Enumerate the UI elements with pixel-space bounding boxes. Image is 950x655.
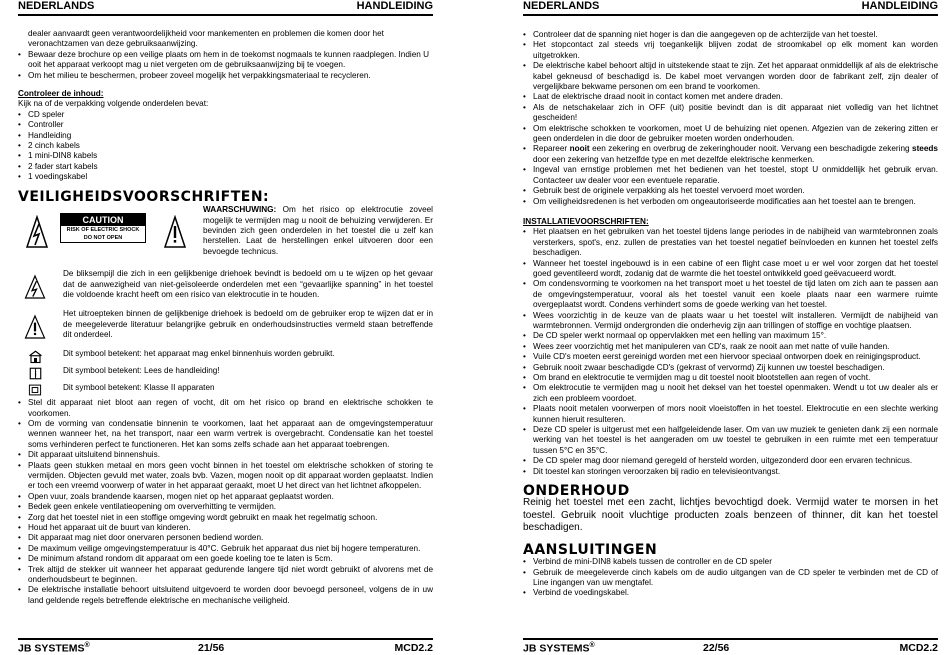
list-item: • Gebruik de meegeleverde cinch kabels om de audio uitgangen van de CD speler te verbinden met de CD of Line ingangen van uw mengtafel. xyxy=(523,568,938,589)
safety-bullet-list xyxy=(18,398,433,606)
right-content xyxy=(523,30,938,599)
list-item: • 1 mini-DIN8 kabels xyxy=(18,151,433,161)
list-item: • Om brand en elektrocutie te vermijden mag u dit toestel nooit blootstellen aan regen of vocht. xyxy=(523,373,938,383)
repair-post: door een zekering van hetzelfde type en met dezelfde elektrische kenmerken. xyxy=(533,154,815,164)
list-item: • Wanneer het toestel ingebouwd is in een cabine of een flight case moet u er wel voor zorgen dat het toestel goed geventileerd wordt, zodanig dat de warmte die het toestel ontwikkeld goed geëvacueerd wordt. xyxy=(523,259,938,280)
footer-page-number: 21/56 xyxy=(198,642,225,654)
exclamation-triangle-icon xyxy=(164,215,186,249)
double-square-class2-icon xyxy=(28,383,42,397)
class2-symbol-row xyxy=(18,383,433,398)
list-item: • 2 fader start kabels xyxy=(18,162,433,172)
safety-bullet-list-continued xyxy=(523,30,938,207)
maintenance-text: Reinig het toestel met een zacht, lichtjes bevochtigd doek. Vermijd water te morsen in het toestel. Gebruik nooit vluchtige producten zoals benzeen of thinner, dit kan het toestel beschadigen. xyxy=(523,497,938,534)
repair-pre: Repareer xyxy=(533,144,570,154)
caution-label: CAUTION xyxy=(61,214,145,226)
exclamation-text: Het uitroepteken binnen de gelijkbenige driehoek is bedoeld om de gebruiker erop te wijzen dat er in de meegeleverde literatuur belangrijke gebruik en onderhoudsinstructies vermeld staan betreffende dit onderdeel. xyxy=(63,309,433,339)
install-title: INSTALLATIEVOORSCHRIFTEN: xyxy=(523,216,649,226)
list-item: • Om het milieu te beschermen, probeer zoveel mogelijk het verpakkingsmateriaal te recycleren. xyxy=(18,71,433,81)
list-item: • De elektrische kabel behoort altijd in uitstekende staat te zijn. Zet het apparaat onmiddellijk af als de elektrische kabel gekneusd of beschadigd is. De kabel moet vervangen worden door de fabrikant zelf, zijn dealer of vergelijkbare bekwame personen om een brand te voorkomen. xyxy=(523,61,938,92)
lightning-text: De bliksempijl die zich in een gelijkbenige driehoek bevindt is bedoeld om u te wijzen op het gevaar dat de aanwezigheid van niet-geïsoleerde onderdelen met een “gevaarlijke spanning” in het toestel die voldoende kracht heeft om een risico van elektrocutie in te houden. xyxy=(63,269,433,299)
list-item: • Ingeval van ernstige problemen met het bedienen van het toestel, stopt U onmiddellijk het gebruik ervan. Contacteer uw dealer voor een eventuele reparatie. xyxy=(523,165,938,186)
list-item: • Open vuur, zoals brandende kaarsen, mogen niet op het apparaat geplaatst worden. xyxy=(18,492,433,502)
manual-symbol-row xyxy=(18,366,433,383)
footer-brand xyxy=(523,642,595,655)
header-language: NEDERLANDS xyxy=(523,0,600,12)
lightning-explanation xyxy=(18,269,433,309)
connections-bullet-list xyxy=(523,557,938,599)
list-item: • Laat de elektrische draad nooit in contact komen met andere draden. xyxy=(523,92,938,102)
maintenance-title: ONDERHOUD xyxy=(523,483,630,500)
install-bullet-list xyxy=(523,227,938,477)
manual-text: Dit symbool betekent: Lees de handleiding! xyxy=(63,366,220,376)
page-footer xyxy=(18,638,433,654)
header-title: HANDLEIDING xyxy=(861,0,938,12)
warning-body: Om het risico op elektrocutie zoveel mogelijk te vermijden mag u nooit de behuizing verwijderen. Er bevinden zich geen onderdelen in het toestel die u zelf kan herstellen. Laat de herstellingen enkel uitvoeren door een bevoegde technicus. xyxy=(203,205,433,256)
list-item: • 1 voedingskabel xyxy=(18,172,433,182)
repair-bold-steeds: steeds xyxy=(912,144,938,154)
page-footer xyxy=(523,638,938,654)
list-item: • De CD speler werkt normaal op oppervlakken met een helling van maximum 15°. xyxy=(523,331,938,341)
registered-mark: ® xyxy=(589,642,595,649)
list-item: • Gebruik nooit zwaar beschadigde CD's (gekrast of vervormd) Zij kunnen uw toestel beschadigen. xyxy=(523,363,938,373)
right-page xyxy=(523,0,938,654)
repair-mid: een zekering en overbrug de zekeringhouder nooit. Vervang een beschadigde zekering xyxy=(589,144,913,154)
list-item: • Bedek geen enkele ventilatieopening om oververhitting te vermijden. xyxy=(18,502,433,512)
caution-sub-1: RISK OF ELECTRIC SHOCK xyxy=(66,227,140,234)
connections-title: AANSLUITINGEN xyxy=(523,541,658,558)
page-header xyxy=(18,0,433,16)
contents-intro: Kijk na of de verpakking volgende onderdelen bevat: xyxy=(18,99,209,109)
list-item: • Plaats geen stukken metaal en mors geen vocht binnen in het toestel om elektrische schokken of storing te vermijden. Objecten gevuld met water, zoals bvb. Vazen, mogen nooit op dit apparaat worden geplaatst. Indien er toch een vreemd voorwerp of water in het apparaat geraakt, moet U het direct van het lichtnet afkoppelen. xyxy=(18,461,433,492)
caution-box xyxy=(60,213,146,243)
list-item xyxy=(523,144,938,165)
list-item: • Dit apparaat mag niet door onervaren personen bediend worden. xyxy=(18,533,433,543)
exclamation-triangle-icon xyxy=(24,313,46,341)
footer-brand xyxy=(18,642,90,655)
safety-title: VEILIGHEIDSVOORSCHRIFTEN: xyxy=(18,188,270,205)
list-item: • Vuile CD's moeten eerst gereinigd worden met een hiervoor speciaal ontworpen doek en reinigingsproduct. xyxy=(523,352,938,362)
left-page xyxy=(18,0,433,654)
list-item: • De minimum afstand rondom dit apparaat om een goede koeling toe te laten is 5cm. xyxy=(18,554,433,564)
registered-mark: ® xyxy=(84,642,90,649)
list-item: • Trek altijd de stekker uit wanneer het apparaat gedurende langere tijd niet wordt gebruikt of alvorens met de onderhoudsbeurt te beginnen. xyxy=(18,565,433,586)
lightning-triangle-icon xyxy=(26,215,48,249)
list-item: • Het stopcontact zal steeds vrij toegankelijk blijven zodat de stroomkabel op elk moment kan worden uitgetrokken. xyxy=(523,40,938,61)
footer-model: MCD2.2 xyxy=(899,642,938,654)
page-header xyxy=(523,0,938,16)
list-item: • Plaats nooit metalen voorwerpen of mors nooit vloeistoffen in het toestel. Elektrocutie en een slechte werking kunnen hieruit resulteren. xyxy=(523,404,938,425)
house-indoor-icon xyxy=(28,349,43,364)
footer-page-number: 22/56 xyxy=(703,642,730,654)
intro-text: dealer aanvaardt geen verantwoordelijkheid voor mankementen en problemen die komen door het veronachtzamen van deze gebruiksaanwijzing. xyxy=(28,29,384,49)
brand-name: JB SYSTEMS xyxy=(523,642,590,655)
list-item: • Handleiding xyxy=(18,131,433,141)
caution-sub-2: DO NOT OPEN xyxy=(83,235,123,242)
list-item: • Verbind de voedingskabel. xyxy=(523,588,938,598)
list-item: • Gebruik best de originele verpakking als het toestel vervoerd moet worden. xyxy=(523,186,938,196)
svg-text:i: i xyxy=(34,370,37,379)
list-item: • Controller xyxy=(18,120,433,130)
list-item: • Wees voorzichtig in de keuze van de plaats waar u het toestel wilt installeren. Vermijdt de nabijheid van warmtebronnen. Vermijd ondergronden die onderhevig zijn aan trillingen of stoffige en vochtige plaatsen. xyxy=(523,311,938,332)
exclamation-explanation xyxy=(18,309,433,349)
list-item: • Deze CD speler is uitgerust met een halfgeleidende laser. Om van uw muziek te genieten dank zij een normale werking van het toestel is het aangeraden om uw toestel te gebruiken in een ruimte met een temperatuur tussen 5°C en 35°C. xyxy=(523,425,938,456)
class2-text: Dit symbool betekent: Klasse II apparaten xyxy=(63,383,215,393)
header-title: HANDLEIDING xyxy=(356,0,433,12)
intro-bullet-list xyxy=(18,50,433,81)
list-item: • Om elektrische schokken te voorkomen, moet U de behuizing niet openen. Afgezien van de zekering zitten er geen onderdelen in die door de gebruiker moeten worden onderhouden. xyxy=(523,124,938,145)
header-language: NEDERLANDS xyxy=(18,0,95,12)
repair-bold-nooit: nooit xyxy=(569,144,590,154)
list-item: • Houd het apparaat uit de buurt van kinderen. xyxy=(18,523,433,533)
lightning-triangle-icon xyxy=(24,273,46,301)
list-item: • De CD speler mag door niemand geregeld of hersteld worden, uitgezonderd door een ervaren technicus. xyxy=(523,456,938,466)
list-item: • Stel dit apparaat niet bloot aan regen of vocht, dit om het risico op brand en elektrische schokken te voorkomen. xyxy=(18,398,433,419)
list-item: • 2 cinch kabels xyxy=(18,141,433,151)
list-item: • De elektrische installatie behoort uitsluitend uitgevoerd te worden door bevoegd personeel, volgens de in uw land geldende regels betreffende elektrische en mechanische veiligheid. xyxy=(18,585,433,606)
contents-list xyxy=(18,110,433,183)
footer-model: MCD2.2 xyxy=(394,642,433,654)
list-item: • Wees zeer voorzichtig met het manipuleren van CD's, raak ze nooit aan met natte of vuile handen. xyxy=(523,342,938,352)
contents-title: Controleer de inhoud: xyxy=(18,89,104,99)
list-item: • Verbind de mini-DIN8 kabels tussen de controller en de CD speler xyxy=(523,557,938,567)
list-item: • Om veiligheidsredenen is het verboden om ongeautoriseerde modificaties aan het toestel aan te brengen. xyxy=(523,197,938,207)
warning-label: WAARSCHUWING: xyxy=(203,205,277,215)
caution-block xyxy=(18,205,433,263)
indoor-symbol-row xyxy=(18,349,433,366)
list-item: • Bewaar deze brochure op een veilige plaats om hem in de toekomst nogmaals te kunnen raadplegen. Indien U ooit het apparaat verkoopt mag u niet vergeten om de gebruiksaanwijzing bij te voegen. xyxy=(18,50,433,71)
list-item: • Om de vorming van condensatie binnenin te voorkomen, laat het apparaat aan de omgevingstemperatuur wennen wanneer het, na het transport, naar een warm vertrek is overgebracht. Condensatie kan het toestel soms verhinderen perfect te functioneren. Het kan soms zelfs schade aan het apparaat toebrengen. xyxy=(18,419,433,450)
list-item: • Om elektrocutie te vermijden mag u nooit het deksel van het toestel openmaken. Wendt u tot uw dealer als er zich een probleem voordoet. xyxy=(523,383,938,404)
list-item: • De maximum veilige omgevingstemperatuur is 40°C. Gebruik het apparaat dus niet bij hogere temperaturen. xyxy=(18,544,433,554)
left-content xyxy=(18,29,433,606)
list-item: • Als de netschakelaar zich in OFF (uit) positie bevindt dan is dit apparaat niet volledig van het lichtnet gescheiden! xyxy=(523,103,938,124)
indoor-text: Dit symbool betekent: het apparaat mag enkel binnenhuis worden gebruikt. xyxy=(63,349,335,359)
book-manual-icon xyxy=(28,366,43,381)
list-item: • Dit apparaat uitsluitend binnenshuis. xyxy=(18,450,433,460)
list-item: • Dit toestel kan storingen veroorzaken bij radio en televisieontvangst. xyxy=(523,467,938,477)
caution-label-box xyxy=(18,207,168,263)
list-item: • Zorg dat het toestel niet in een stoffige omgeving wordt gebruikt en maak het regelmatig schoon. xyxy=(18,513,433,523)
warning-text xyxy=(203,205,433,257)
list-item: • Het plaatsen en het gebruiken van het toestel tijdens lange periodes in de nabijheid van warmtebronnen zoals versterkers, spot's, enz. zullen de prestaties van het toestel negatief beïnvloeden en kunnen het toestel zelfs beschadigen. xyxy=(523,227,938,258)
list-item: • Om condensvorming te voorkomen na het transport moet u het toestel de tijd laten om zich aan te passen aan de omgevingstemperatuur, vooral als het toestel vanuit een koele plaats naar een warmere ruimte overgeplaatst wordt. Condens verhindert soms de goede werking van het toestel. xyxy=(523,279,938,310)
list-item: • Controleer dat de spanning niet hoger is dan die aangegeven op de achterzijde van het toestel. xyxy=(523,30,938,40)
brand-name: JB SYSTEMS xyxy=(18,642,85,655)
list-item: • CD speler xyxy=(18,110,433,120)
